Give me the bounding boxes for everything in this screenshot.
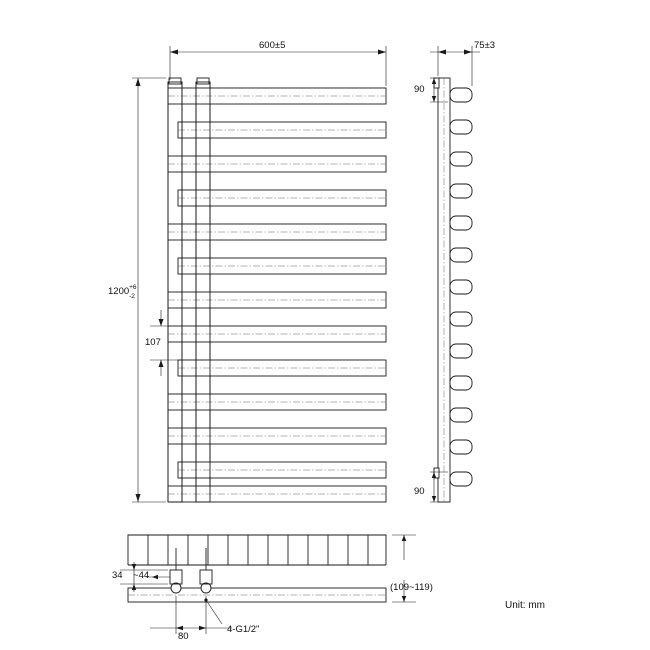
dim-label-bottom-projection: (109~119) [390, 582, 433, 593]
unit-note: Unit: mm [505, 600, 545, 611]
dim-label-side-top-90: 90 [414, 84, 425, 95]
side-bar-profiles [450, 88, 472, 486]
dim-label-side-depth: 75±3 [474, 40, 496, 51]
dim-label-front-pitch: 107 [145, 337, 161, 348]
dim-front-height [132, 78, 166, 502]
dim-label-bottom-80: 80 [178, 631, 189, 642]
dim-label-bottom-44: ~44 [133, 570, 150, 581]
tol-lower: -2 [129, 292, 135, 300]
tol-upper: +6 [129, 284, 137, 291]
side-view-body [434, 78, 450, 502]
dim-label-front-height: 1200+6 -2 [108, 284, 137, 300]
dim-label-bottom-34: 34 [112, 570, 123, 581]
bottom-view-body [128, 535, 386, 602]
label-connection-size: 4-G1/2" [227, 624, 260, 635]
dim-label-side-bottom-90: 90 [414, 486, 425, 497]
dim-label-front-width: 600±5 [259, 40, 286, 51]
